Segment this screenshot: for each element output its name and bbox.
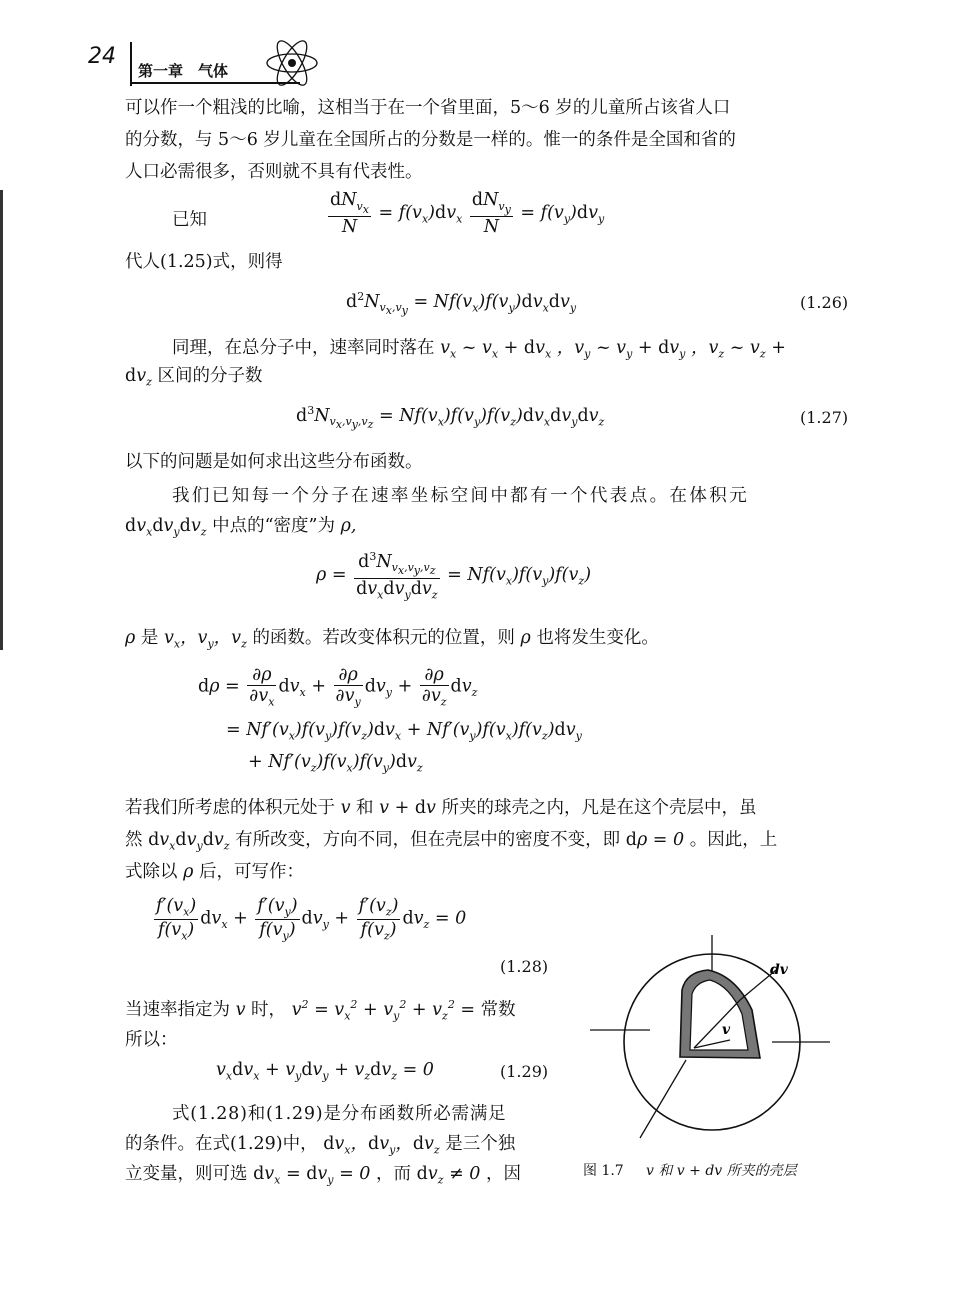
para5-text: 的函数。若改变体积元的位置，则 [252, 628, 515, 648]
para5-shi: 是 [140, 628, 159, 648]
para8-line1: 式(1.28)和(1.29)是分布函数所必需满足 [172, 1104, 507, 1124]
para6-l2a: 然 [125, 830, 143, 850]
figure-caption [583, 1160, 797, 1180]
para1-line2: 的分数，与 5～6 岁儿童在全国所占的分数是一样的。惟一的条件是全国和省的 [125, 130, 736, 150]
equation-1-26: $d^2N_{v_x,v_y} = Nf(v_x)f(v_y)dv_xdv_y$ [346, 290, 577, 318]
para2-line2: $dv_z$ 区间的分子数 [125, 366, 263, 389]
para6-l3a: 式除以 [125, 862, 178, 882]
figure-label-v: v [722, 1022, 731, 1038]
equation-drho-line1: dρ = $\frac{\partial\rho}{\partial v_x}$ $dv_x$ + $\frac{\partial\rho}{\partial v_y}$ $dv_y$ + $\frac{\partial\rho}{\partial v_z}$ $dv_z$ [198, 665, 478, 709]
para1-line1: 可以作一个粗浅的比喻，这相当于在一个省里面，5～6 岁的儿童所占该省人口 [125, 98, 731, 118]
para4-line1: 我们已知每一个分子在速率坐标空间中都有一个代表点。在体积元 [172, 486, 750, 506]
page-number: 24 [88, 44, 116, 69]
equation-1-29: $v_xdv_x + v_ydv_y + v_zdv_z = 0$ [216, 1060, 434, 1083]
figure-caption-number: 图 1.7 [583, 1163, 624, 1179]
para8-l2a: 的条件。在式(1.29)中， [125, 1134, 318, 1154]
eq-number-1-26: (1.26) [800, 293, 849, 312]
page-header [88, 40, 408, 90]
para8-l2b: 是三个独 [445, 1134, 516, 1154]
equation-drho-line3: + $Nf'(v_z)f(v_x)f(v_y)dv_z$ [248, 752, 423, 775]
para7-line2: 所以： [125, 1030, 178, 1050]
equation-1-28: $\frac{f'(v_x)}{f(v_x)}$ $dv_x$ + $\frac{f'(v_y)}{f(v_y)}$ $dv_y$ + $\frac{f'(v_z)}{f(v_z)}$ $dv_z = 0$ [156, 896, 467, 942]
eq-number-1-27: (1.27) [800, 408, 849, 427]
header-vertical-rule [130, 42, 132, 86]
para2-line2-text: 区间的分子数 [157, 366, 263, 386]
eq-number-1-28: (1.28) [500, 957, 549, 976]
para6-l1c: 所夹的球壳之内，凡是在这个壳层中，虽 [441, 798, 757, 818]
para6-l1a: 若我们所考虑的体积元处于 [125, 798, 335, 818]
figure-shell [680, 970, 760, 1058]
figure-spherical-shell [590, 930, 840, 1145]
para1-line3: 人口必需很多，否则就不具有代表性。 [125, 162, 423, 182]
chapter-title: 第一章 气体 [138, 62, 229, 80]
equation-1-27: $d^3N_{v_x,v_y,v_z} = Nf(v_x)f(v_y)f(v_z)dv_xdv_ydv_z$ [296, 404, 605, 432]
figure-label-dv: dv [770, 962, 788, 978]
para6-line1: 若我们所考虑的体积元处于 v 和 v + dv 所夹的球壳之内，凡是在这个壳层中，虽 [125, 798, 757, 818]
para5-change: 也将发生变化。 [536, 628, 659, 648]
figure-caption-text: v 和 v + dv 所夹的壳层 [645, 1163, 797, 1179]
equation-rho: ρ = $\frac{d^3N_{v_x,v_y,v_z}}{dv_xdv_ydv_z}$ = $Nf(v_x)f(v_y)f(v_z)$ [316, 550, 592, 602]
para7-line1: 当速率指定为 v 时， $v^2 = v_x^2 + v_y^2 + v_z^2$ = 常数 [125, 998, 516, 1023]
para8-l3b: ，而 [376, 1164, 412, 1184]
para4-line2-text: 中点的“密度”为 [212, 516, 335, 536]
para5: ρ 是 $v_x$，$v_y$，$v_z$ 的函数。若改变体积元的位置，则 ρ 也将发生变化。 [125, 628, 659, 651]
known-label: 已知 [172, 210, 207, 230]
para6-l2c: 。因此，上 [689, 830, 778, 850]
known-equations: $\frac{dN_{v_x}}{N}$ = $f(v_x)dv_x$ $\frac{dN_{v_y}}{N}$ = $f(v_y)dv_y$ [330, 190, 605, 237]
para8-l3a: 立变量，则可选 [125, 1164, 248, 1184]
para6-l3b: 后，可写作： [198, 862, 304, 882]
para6-l2b: 有所改变，方向不同，但在壳层中的密度不变，即 [235, 830, 621, 850]
equation-drho-line2: = $Nf'(v_x)f(v_y)f(v_z)dv_x + Nf'(v_y)f(v_x)f(v_z)dv_y$ [226, 720, 582, 743]
para7-l1b: 时， [251, 1000, 287, 1020]
para7-l1a: 当速率指定为 [125, 1000, 230, 1020]
para6-line2: 然 $dv_xdv_ydv_z$ 有所改变，方向不同，但在壳层中的密度不变，即 dρ = 0 。因此，上 [125, 830, 778, 853]
para6-line3: 式除以 ρ 后，可写作： [125, 862, 304, 882]
para6-l1b: 和 [356, 798, 374, 818]
para8-line3: 立变量，则可选 $dv_x = dv_y = 0$ ，而 $dv_z \ne 0$ ，因 [125, 1164, 521, 1187]
substitute-text: 代人(1.25)式，则得 [125, 252, 283, 272]
para8-line2: 的条件。在式(1.29)中， $dv_x$，$dv_y$，$dv_z$ 是三个独 [125, 1134, 516, 1157]
eq-number-1-29: (1.29) [500, 1062, 549, 1081]
para2-line1: 同理，在总分子中，速率同时落在 $v_x$ ~ $v_x + dv_x$ ，$v_y$ ~ $v_y + dv_y$ ，$v_z$ ~ $v_z$ + [172, 338, 786, 361]
para2-line1-text: 同理，在总分子中，速率同时落在 [172, 338, 435, 358]
para3: 以下的问题是如何求出这些分布函数。 [125, 452, 423, 472]
atom-icon [264, 40, 320, 86]
para7-const: 常数 [480, 1000, 516, 1020]
scan-edge-line [0, 190, 3, 650]
para4-line2: $dv_xdv_ydv_z$ 中点的“密度”为 ρ, [125, 516, 357, 539]
para8-l3c: ，因 [486, 1164, 521, 1184]
